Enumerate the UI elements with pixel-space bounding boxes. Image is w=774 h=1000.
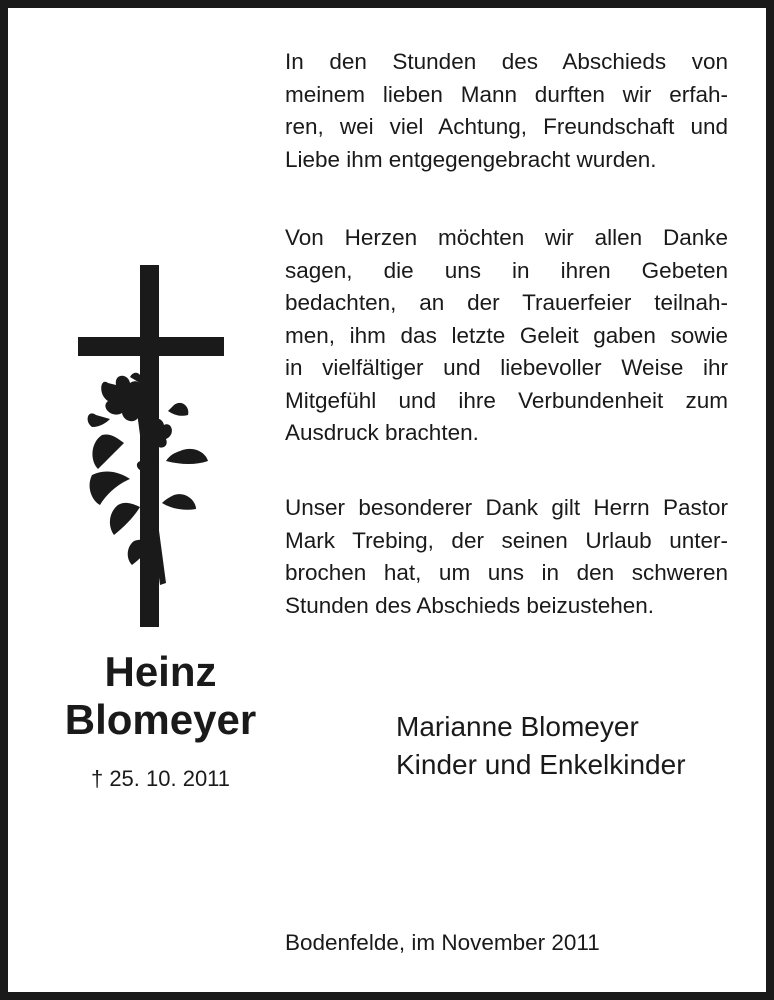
signature-line-family: Kinder und Enkelkinder <box>396 749 686 780</box>
text-line: In den Stunden des Abschieds von <box>285 49 728 74</box>
deceased-last-name: Blomeyer <box>64 696 257 743</box>
text-line: Mark Trebing, der seinen Urlaub unter- <box>285 527 728 553</box>
text-line: meinem lieben Mann durften wir erfah- <box>285 81 728 107</box>
thanks-paragraph-2 <box>285 222 728 450</box>
text-line: ren, wei viel Achtung, Freundschaft und <box>285 114 728 139</box>
text-line: in vielfältiger und liebevoller Weise ihr <box>285 355 728 380</box>
text-line: Liebe ihm entgegengebracht wurden. <box>285 146 657 172</box>
cross-horizontal-beam <box>78 337 224 356</box>
text-line: Von Herzen möchten wir allen Danke <box>285 225 728 250</box>
thanks-paragraph-1 <box>285 46 728 176</box>
text-line: bedachten, an der Trauerfeier teilnah- <box>285 290 728 315</box>
thanks-paragraph-3 <box>285 492 728 622</box>
text-line: brochen hat, um uns in den schweren <box>285 560 728 585</box>
text-line: sagen, die uns in ihren Gebeten <box>285 257 728 283</box>
signature-line-widow: Marianne Blomeyer <box>396 711 639 742</box>
rose-leaf <box>92 434 124 469</box>
signature-block <box>396 708 686 784</box>
place-and-date: Bodenfelde, im November 2011 <box>285 930 600 955</box>
death-date: † 25. 10. 2011 <box>90 766 231 791</box>
text-line: Ausdruck brachten. <box>285 420 479 445</box>
deceased-first-name: Heinz <box>104 648 217 695</box>
text-line: Stunden des Abschieds beizustehen. <box>285 592 655 618</box>
cross-with-rose-icon <box>78 265 224 627</box>
deceased-name <box>38 648 283 744</box>
text-line: men, ihm das letzte Geleit gaben sowie <box>285 322 728 348</box>
text-line: Mitgefühl und ihre Verbundenheit zum <box>285 387 728 413</box>
text-line: Unser besonderer Dank gilt Herrn Pastor <box>285 495 728 520</box>
